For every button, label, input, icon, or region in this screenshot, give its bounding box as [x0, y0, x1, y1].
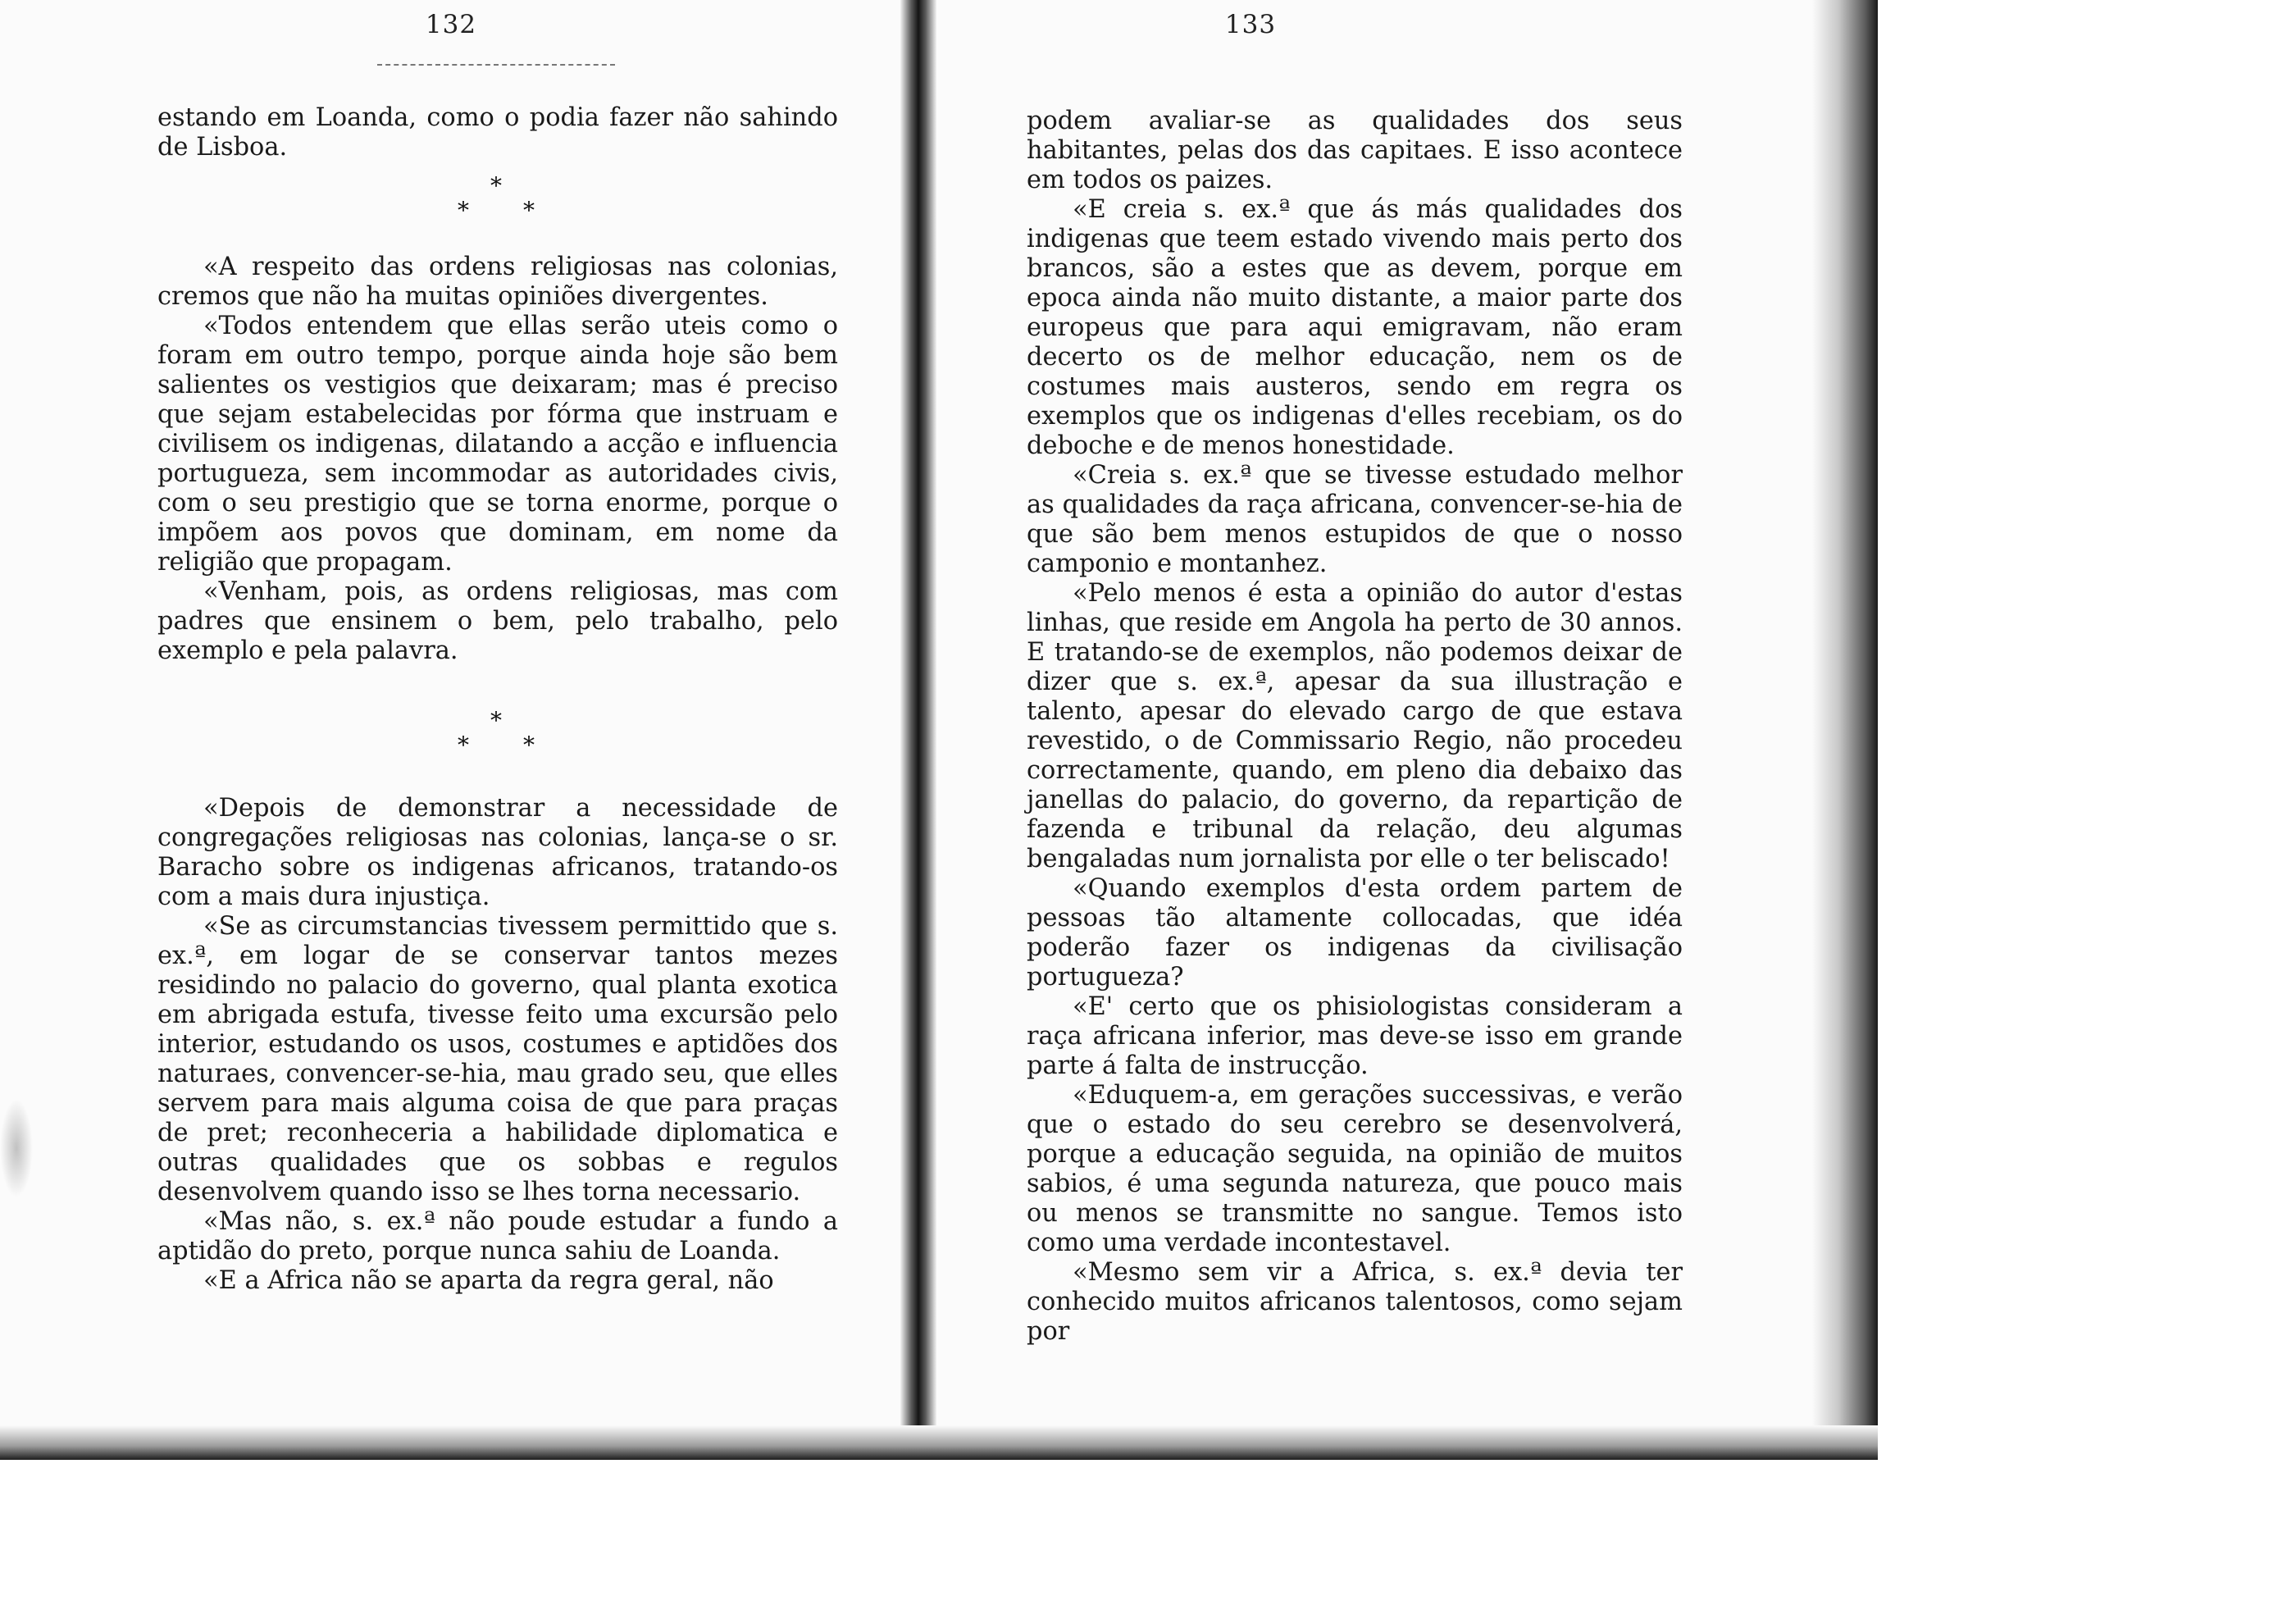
- paragraph: «Eduquem-a, em gerações successivas, e verão que o estado do seu cerebro se desenvolverá, porque a educação seguida, na opinião de muitos sabios, é uma segunda natureza, que pouco mais ou menos se transmitte no sangue. Temos isto como uma verdade incontestavel.: [1027, 1081, 1683, 1257]
- scan-smudge: [0, 1099, 33, 1197]
- paragraph: «Mesmo sem vir a Africa, s. ex.ª devia ter conhecido muitos africanos talentosos, como sejam por: [1027, 1258, 1683, 1346]
- paragraph: «Mas não, s. ex.ª não poude estudar a fundo a aptidão do preto, porque nunca sahiu de Loanda.: [157, 1207, 838, 1265]
- right-page: [918, 0, 1878, 1460]
- paragraph: «E creia s. ex.ª que ás más qualidades dos indigenas que teem estado vivendo mais perto dos brancos, são a estes que as devem, porque em epoca ainda não muito distante, a maior parte dos europeus que para aqui emigravam, não eram decerto os de melhor educação, nem os de costumes mais austeros, sendo em regra os exemplos que os indigenas d'elles recebiam, os do deboche e de menos honestidade.: [1027, 195, 1683, 460]
- text-block-right: [1027, 107, 1683, 1347]
- paragraph: «A respeito das ordens religiosas nas colonias, cremos que não ha muitas opiniões divergentes.: [157, 253, 838, 311]
- paragraph: «Venham, pois, as ordens religiosas, mas com padres que ensinem o bem, pelo trabalho, pelo exemplo e pela palavra.: [157, 577, 838, 665]
- paragraph: «E' certo que os phisiologistas consideram a raça africana inferior, mas deve-se isso em grande parte á falta de instrucção.: [1027, 992, 1683, 1080]
- section-separator: * * *: [458, 172, 535, 224]
- page-number-left: 132: [425, 10, 477, 39]
- page-number-right: 133: [1224, 10, 1277, 39]
- page-bottom-shadow: [0, 1425, 1878, 1460]
- paragraph: «Todos entendem que ellas serão uteis como o foram em outro tempo, porque ainda hoje são bem salientes os vestigios que deixaram; mas é preciso que sejam estabelecidas por fórma que instruam e civilisem os indigenas, dilatando a acção e influencia portugueza, sem incommodar as autoridades civis, com o seu prestigio que se torna enorme, porque o impõem aos povos que dominam, em nome da religião que propagam.: [157, 312, 838, 577]
- paragraph: «Se as circumstancias tivessem permittido que s. ex.ª, em logar de se conservar tantos mezes residindo no palacio do governo, qual planta exotica em abrigada estufa, tivesse feito uma excursão pelo interior, estudando os usos, costumes e aptidões dos naturaes, convencer-se-hia, mau grado seu, que elles servem para mais alguma coisa de que para praças de pret; reconheceria a habilidade diplomatica e outras qualidades que os sobbas e regulos desenvolvem quando isso se lhes torna necessario.: [157, 912, 838, 1206]
- paragraph: estando em Loanda, como o podia fazer não sahindo de Lisboa.: [157, 103, 838, 162]
- page-edge-shadow: [1812, 0, 1878, 1460]
- paragraph: «Pelo menos é esta a opinião do autor d'estas linhas, que reside em Angola ha perto de 30 annos. E tratando-se de exemplos, não podemos deixar de dizer que s. ex.ª, apesar da sua illustração e talento, apesar do elevado cargo de que estava revestido, o de Commissario Regio, não procedeu correctamente, quando, em pleno dia debaixo das janellas do palacio, do governo, da repartição de fazenda e tribunal da relação, deu algumas bengaladas num jornalista por elle o ter beliscado!: [1027, 579, 1683, 873]
- left-page: [0, 0, 902, 1460]
- paragraph: «E a Africa não se aparta da regra geral, não: [203, 1266, 774, 1295]
- paragraph: «Quando exemplos d'esta ordem partem de pessoas tão altamente collocadas, que idéa poderão fazer os indigenas da civilisação portugueza?: [1027, 874, 1683, 992]
- paragraph: «Depois de demonstrar a necessidade de congregações religiosas nas colonias, lança-se o sr. Baracho sobre os indigenas africanos, tratando-os com a mais dura injustiça.: [157, 794, 838, 911]
- text-block-middle: [157, 253, 838, 666]
- text-block-top: [157, 103, 838, 162]
- header-rule: [377, 64, 615, 66]
- paragraph: «Creia s. ex.ª que se tivesse estudado melhor as qualidades da raça africana, convencer-se-hia de que são bem menos estupidos de que o nosso camponio e montanhez.: [1027, 461, 1683, 578]
- text-block-bottom: [157, 794, 838, 1296]
- paragraph: podem avaliar-se as qualidades dos seus habitantes, pelas dos das capitaes. E isso acontece em todos os paizes.: [1027, 107, 1683, 194]
- section-separator: * * *: [458, 707, 535, 759]
